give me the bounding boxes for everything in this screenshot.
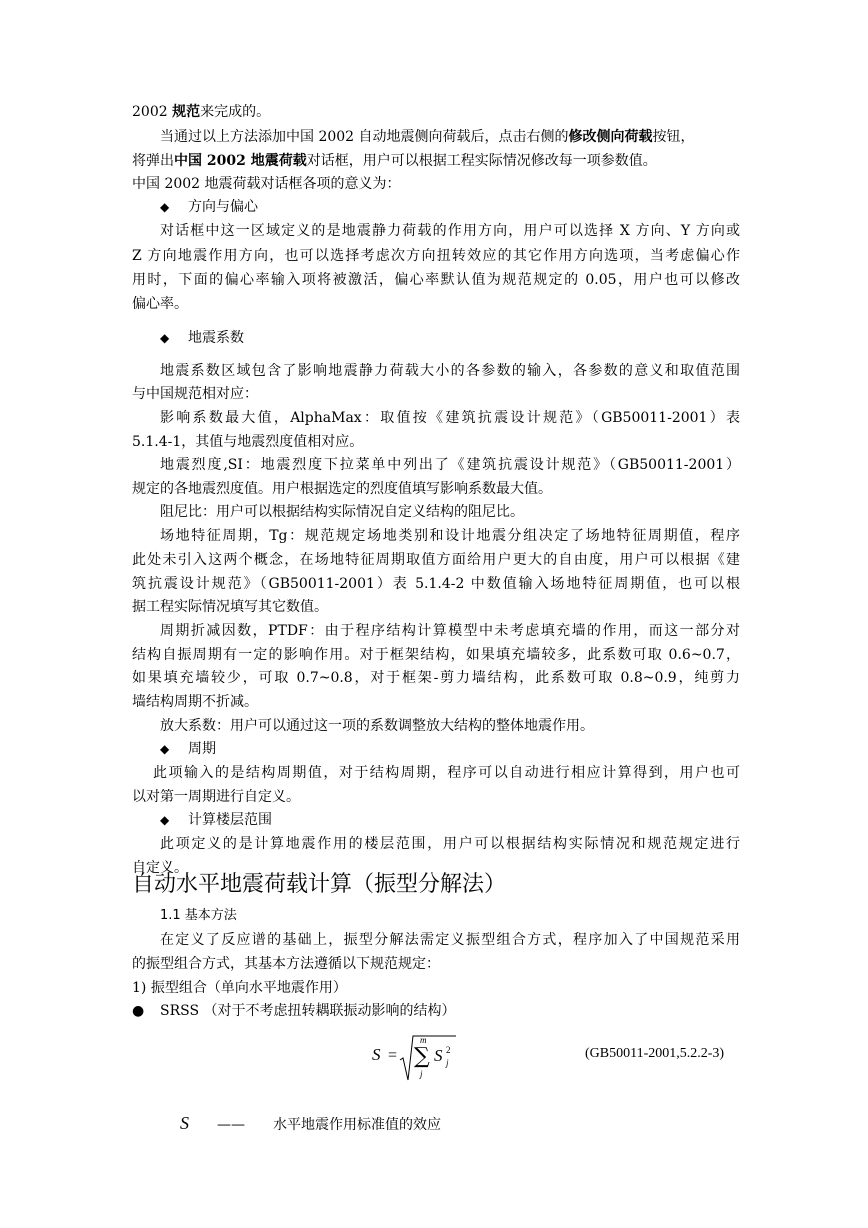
- formula-superscript: 2: [446, 1045, 451, 1055]
- text-span: 当通过以上方法添加中国 2002 自动地震侧向荷载后，点击右侧的: [160, 129, 569, 145]
- filled-circle-bullet-icon: ●: [132, 1003, 145, 1019]
- text-span: 来完成的。: [200, 104, 271, 120]
- bullet-label: 方向与偏心: [188, 199, 258, 215]
- bullet-label: SRSS （对于不考虑扭转耦联振动影响的结构）: [160, 1003, 456, 1019]
- sigma-icon: ∑: [414, 1044, 430, 1069]
- diamond-bullet-icon: ◆: [160, 813, 170, 827]
- text-line: Z 方向地震作用方向，也可以选择考虑次方向扭转效应的其它作用方向选项，当考虑偏心作: [132, 248, 740, 264]
- text-line: 据工程实际情况填写其它数值。: [132, 599, 328, 615]
- definition-text: 水平地震作用标准值的效应: [273, 1117, 441, 1133]
- text-line: 墙结构周期不折减。: [132, 694, 258, 710]
- bullet-period: [160, 739, 216, 759]
- text-line: 与中国规范相对应：: [132, 386, 258, 402]
- bullet-label: 地震系数: [188, 330, 244, 346]
- text-line: 以对第一周期进行自定义。: [132, 789, 300, 805]
- formula-equals: =: [388, 1047, 398, 1064]
- diamond-bullet-icon: ◆: [160, 200, 170, 214]
- text-line: 规定的各地震烈度值。用户根据选定的烈度值填写影响系数最大值。: [132, 481, 552, 497]
- sum-lower-index: j: [420, 1069, 423, 1079]
- text-line: 自定义。: [132, 860, 188, 876]
- text-line: [132, 102, 740, 122]
- bold-term: 修改侧向荷载: [568, 129, 653, 145]
- bullet-direction: [160, 197, 258, 217]
- bold-term: 中国 2002 地震荷载: [174, 153, 307, 169]
- text-line: 偏心率。: [132, 296, 188, 312]
- text-line: 1) 振型组合（单向水平地震作用）: [132, 980, 347, 996]
- text-line: 此处未引入这两个概念，在场地特征周期取值方面给用户更大的自由度，用户可以根据《建: [132, 552, 740, 568]
- text-line: 放大系数：用户可以通过这一项的系数调整放大结构的整体地震作用。: [160, 718, 594, 734]
- text-line: 对话框中这一区域定义的是地震静力荷载的作用方向，用户可以选择 X 方向、Y 方向或: [160, 223, 740, 239]
- text-line: 5.1.4-1，其值与地震烈度值相对应。: [132, 434, 364, 450]
- text-line: 结构自振周期有一定的影响作用。对于框架结构，如果填充墙较多，此系数可取 0.6~0.7，: [132, 647, 740, 663]
- equation-reference: (GB50011-2001,5.2.2-3): [585, 1046, 725, 1061]
- diamond-bullet-icon: ◆: [160, 742, 170, 756]
- text-line: [132, 151, 740, 171]
- symbol-definition: [180, 1112, 441, 1136]
- text-line: 用时，下面的偏心率输入项将被激活，偏心率默认值为规范规定的 0.05，用户也可以修改: [132, 272, 740, 288]
- diamond-bullet-icon: ◆: [160, 331, 170, 345]
- text-line: 周期折减因数，PTDF：由于程序结构计算模型中未考虑填充墙的作用，而这一部分对: [160, 623, 740, 639]
- text-line: 的振型组合方式，其基本方法遵循以下规范规定：: [132, 956, 440, 972]
- text-line: 此项定义的是计算地震作用的楼层范围，用户可以根据结构实际情况和规范规定进行: [160, 836, 740, 852]
- subsection-heading: 1.1 基本方法: [160, 908, 237, 923]
- formula-term: S: [434, 1046, 443, 1065]
- definition-dash: ——: [217, 1117, 245, 1133]
- bullet-srss: [132, 1001, 456, 1021]
- bullet-seismic-coefficient: [160, 328, 244, 348]
- text-line: 场地特征周期，Tg：规范规定场地类别和设计地震分组决定了场地特征周期值，程序: [160, 528, 740, 544]
- text-span: 2002: [132, 104, 173, 120]
- definition-symbol: S: [180, 1113, 189, 1133]
- srss-formula: [368, 1030, 488, 1086]
- text-line: [160, 127, 740, 147]
- section-heading: 自动水平地震荷载计算（振型分解法）: [132, 872, 507, 897]
- text-line: 影响系数最大值，AlphaMax：取值按《建筑抗震设计规范》（GB50011-2001）表: [160, 410, 740, 426]
- text-line: 地震烈度,SI：地震烈度下拉菜单中列出了《建筑抗震设计规范》（GB50011-2001）: [160, 457, 740, 473]
- text-line: 筑抗震设计规范》（GB50011-2001）表 5.1.4-2 中数值输入场地特征周期值，也可以根: [132, 576, 740, 592]
- text-line: 中国 2002 地震荷载对话框各项的意义为：: [132, 176, 401, 192]
- text-span: 按钮，: [652, 129, 695, 145]
- text-span: 对话框，用户可以根据工程实际情况修改每一项参数值。: [306, 153, 657, 169]
- bold-term: 规范: [172, 104, 201, 120]
- text-span: 将弹出: [132, 153, 174, 169]
- text-line: 在定义了反应谱的基础上，振型分解法需定义振型组合方式，程序加入了中国规范采用: [160, 932, 740, 948]
- formula-subscript: j: [446, 1058, 449, 1068]
- text-line: 此项输入的是结构周期值，对于结构周期，程序可以自动进行相应计算得到，用户也可: [153, 765, 740, 781]
- text-line: 如果填充墙较少，可取 0.7~0.8，对于框架-剪力墙结构，此系数可取 0.8~0.9，纯剪力: [132, 670, 740, 686]
- formula-lhs: S: [372, 1045, 381, 1064]
- text-line: 阻尼比：用户可以根据结构实际情况自定义结构的阻尼比。: [160, 504, 524, 520]
- bullet-label: 计算楼层范围: [188, 812, 272, 828]
- text-line: 地震系数区域包含了影响地震静力荷载大小的各参数的输入，各参数的意义和取值范围: [160, 363, 740, 379]
- sum-upper-limit: m: [420, 1035, 427, 1045]
- bullet-story-range: [160, 810, 272, 830]
- bullet-label: 周期: [188, 741, 216, 757]
